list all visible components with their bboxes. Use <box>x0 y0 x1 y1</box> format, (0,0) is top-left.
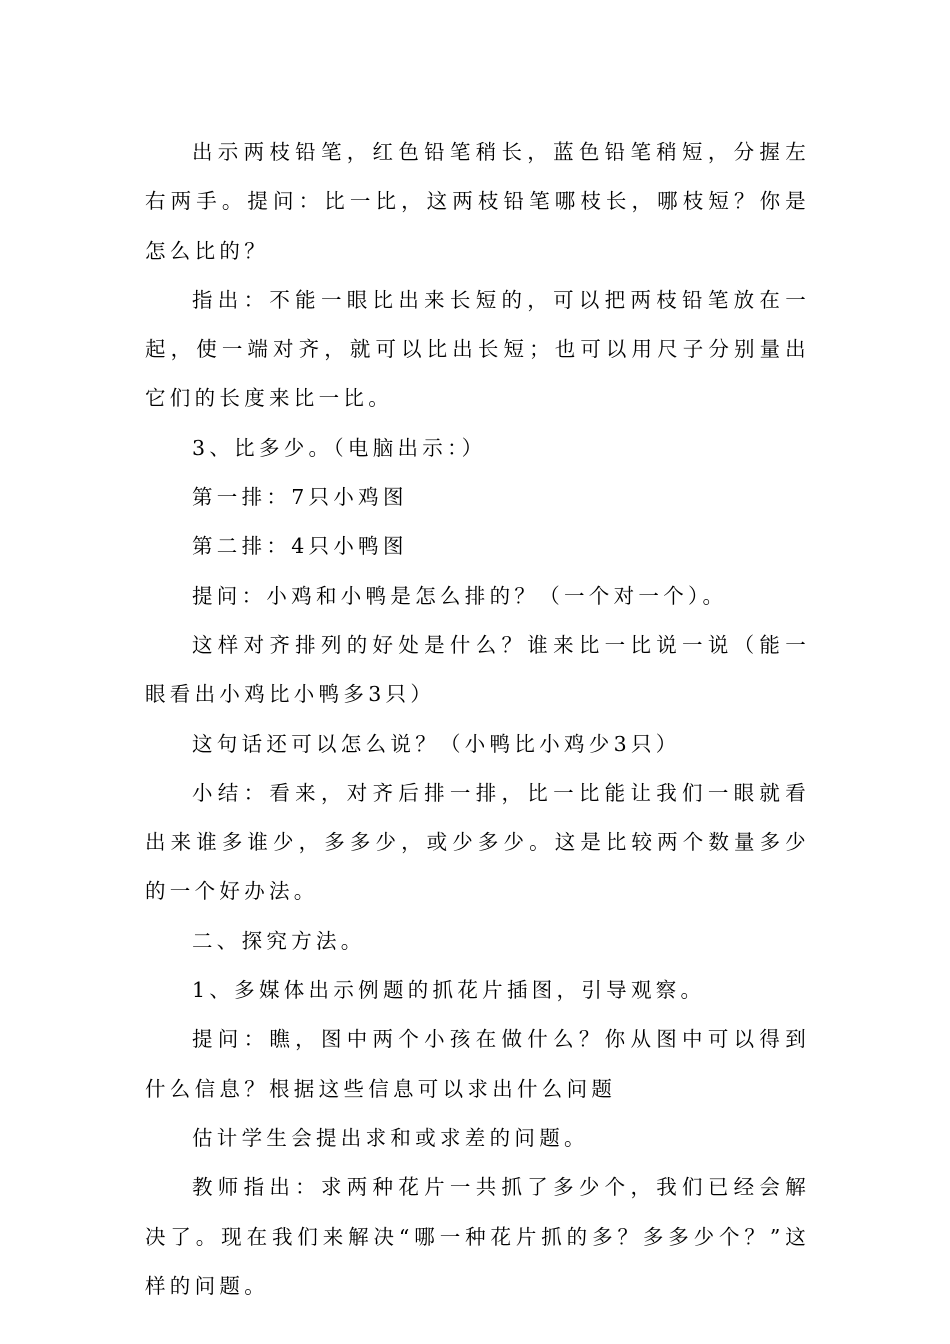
paragraph-teacher-point-out: 教师指出：求两种花片一共抓了多少个，我们已经会解决了。现在我们来解决“哪一种花片抓的多？多多少个？”这样的问题。 <box>145 1175 810 1298</box>
paragraph-summary: 小结：看来，对齐后排一排，比一比能让我们一眼就看出来谁多谁少，多多少，或少多少。这是比较两个数量多少的一个好办法。 <box>145 780 810 904</box>
paragraph-point-out-length: 指出：不能一眼比出来长短的，可以把两枝铅笔放在一起，使一端对齐，就可以比出长短；也可以用尺子分别量出它们的长度来比一比。 <box>145 287 810 411</box>
paragraph-first-row: 第一排：7只小鸡图 <box>192 485 408 510</box>
paragraph-alignment-benefit: 这样对齐排列的好处是什么？谁来比一比说一说（能一眼看出小鸡比小鸭多3只） <box>145 632 810 707</box>
paragraph-question-arrangement: 提问：小鸡和小鸭是怎么排的？（一个对一个）。 <box>192 583 728 608</box>
paragraph-estimate: 估计学生会提出求和或求差的问题。 <box>192 1125 589 1150</box>
paragraph-question-picture: 提问：瞧，图中两个小孩在做什么？你从图中可以得到什么信息？根据这些信息可以求出什么问题 <box>145 1027 810 1101</box>
paragraph-rephrase: 这句话还可以怎么说？（小鸭比小鸡少3只） <box>192 731 681 756</box>
paragraph-multimedia-example: 1、多媒体出示例题的抓花片插图，引导观察。 <box>192 978 706 1003</box>
paragraph-second-row: 第二排：4只小鸭图 <box>192 534 408 559</box>
paragraph-section-explore: 二、探究方法。 <box>192 928 366 953</box>
document-body <box>145 128 810 1311</box>
paragraph-compare-quantity-heading: 3、比多少。（电脑出示：） <box>192 435 487 460</box>
paragraph-pencil-compare: 出示两枝铅笔，红色铅笔稍长，蓝色铅笔稍短，分握左右两手。提问：比一比，这两枝铅笔哪枝长，哪枝短？你是怎么比的？ <box>145 140 810 263</box>
